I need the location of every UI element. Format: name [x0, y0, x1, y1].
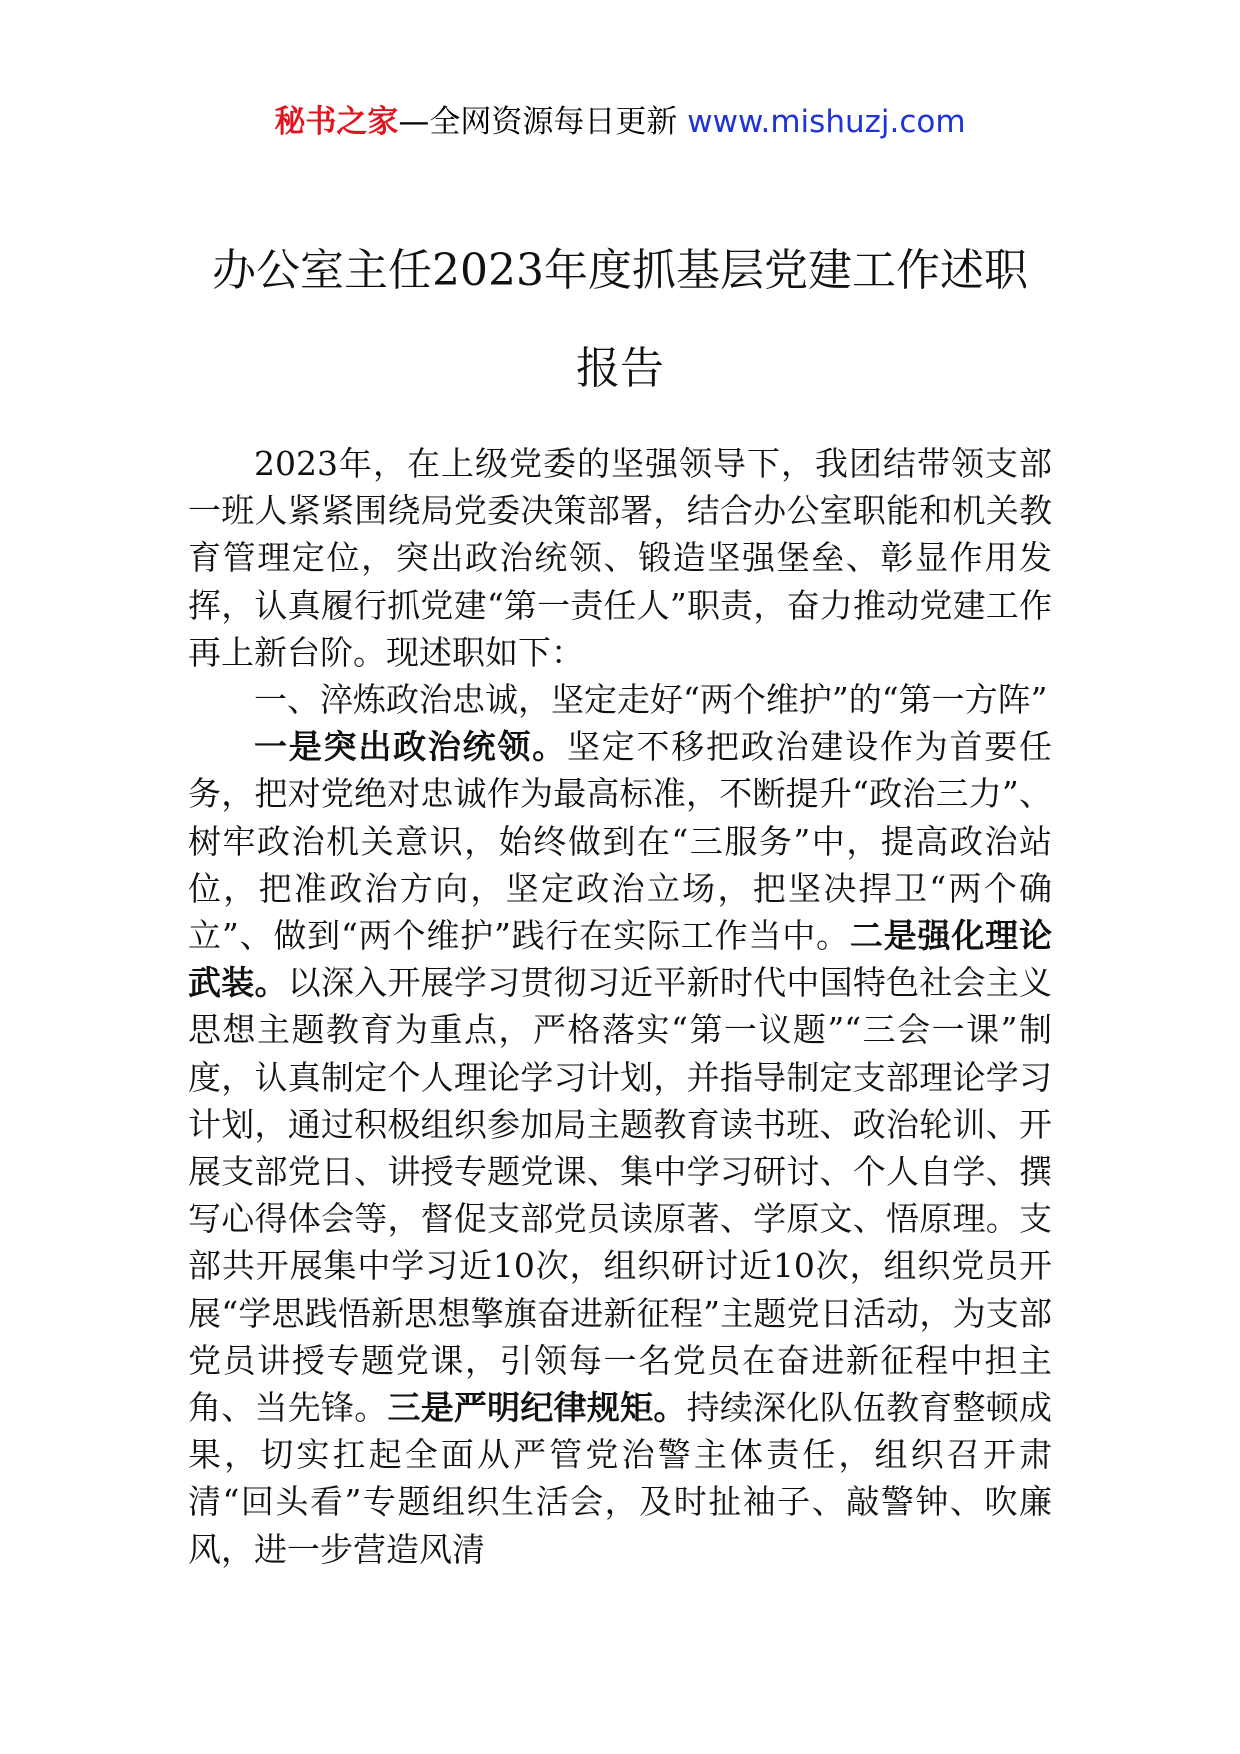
point-2-text: 以深入开展学习贯彻习近平新时代中国特色社会主义思想主题教育为重点，严格落实“第一议题”“三会一课”制度，认真制定个人理论学习计划，并指导制定支部理论学习计划，通过积极组织参加局主题教育读书班、政治轮训、开展支部党日、讲授专题党课、集中学习研讨、个人自学、撰写心得体会等，督促支部党员读原著、学原文、悟原理。支部共开展集中学习近10次，组织研讨近10次，组织党员开展“学思践悟新思想擎旗奋进新征程”主题党日活动，为支部党员讲授专题党课，引领每一名党员在奋进新征程中担主角、当先锋。	[188, 963, 1053, 1428]
point-2-title: 二是强化理论武装。	[188, 916, 1053, 1003]
header-slogan: —全网资源每日更新	[398, 104, 678, 140]
point-1-title: 一是突出政治统领。	[254, 727, 567, 767]
section-heading-1: 一、淬炼政治忠诚，坚定走好“两个维护”的“第一方阵”	[254, 680, 1048, 720]
intro-paragraph: 2023年，在上级党委的坚强领导下，我团结带领支部一班人紧紧围绕局党委决策部署，结合办公室职能和机关教育管理定位，突出政治统领、锻造坚强堡垒、彰显作用发挥，认真履行抓党建“第一责任人”职责，奋力推动党建工作再上新台阶。现述职如下：	[188, 444, 1052, 672]
point-3-text: 持续深化队伍教育整顿成果，切实扛起全面从严管党治警主体责任，组织召开肃清“回头看”专题组织生活会，及时扯袖子、敲警钟、吹廉风，进一步营造风清	[188, 1388, 1053, 1569]
title-line-2: 报告	[576, 343, 664, 394]
point-1-text: 坚定不移把政治建设作为首要任务，把对党绝对忠诚作为最高标准，不断提升“政治三力”、树牢政治机关意识，始终做到在“三服务”中，提高政治站位，把准政治方向，坚定政治立场，把坚决捍卫“两个确立”、做到“两个维护”践行在实际工作当中。	[188, 727, 1053, 956]
site-header	[0, 100, 1240, 144]
brand-name: 秘书之家	[274, 104, 399, 140]
point-3-title: 三是严明纪律规矩。	[387, 1388, 687, 1428]
document-body	[188, 440, 1052, 1573]
section-1-paragraph	[188, 723, 1052, 1573]
title-line-1: 办公室主任2023年度抓基层党建工作述职	[212, 245, 1028, 296]
document-title	[150, 222, 1090, 418]
site-url-link[interactable]: www.mishuzj.com	[687, 104, 966, 140]
